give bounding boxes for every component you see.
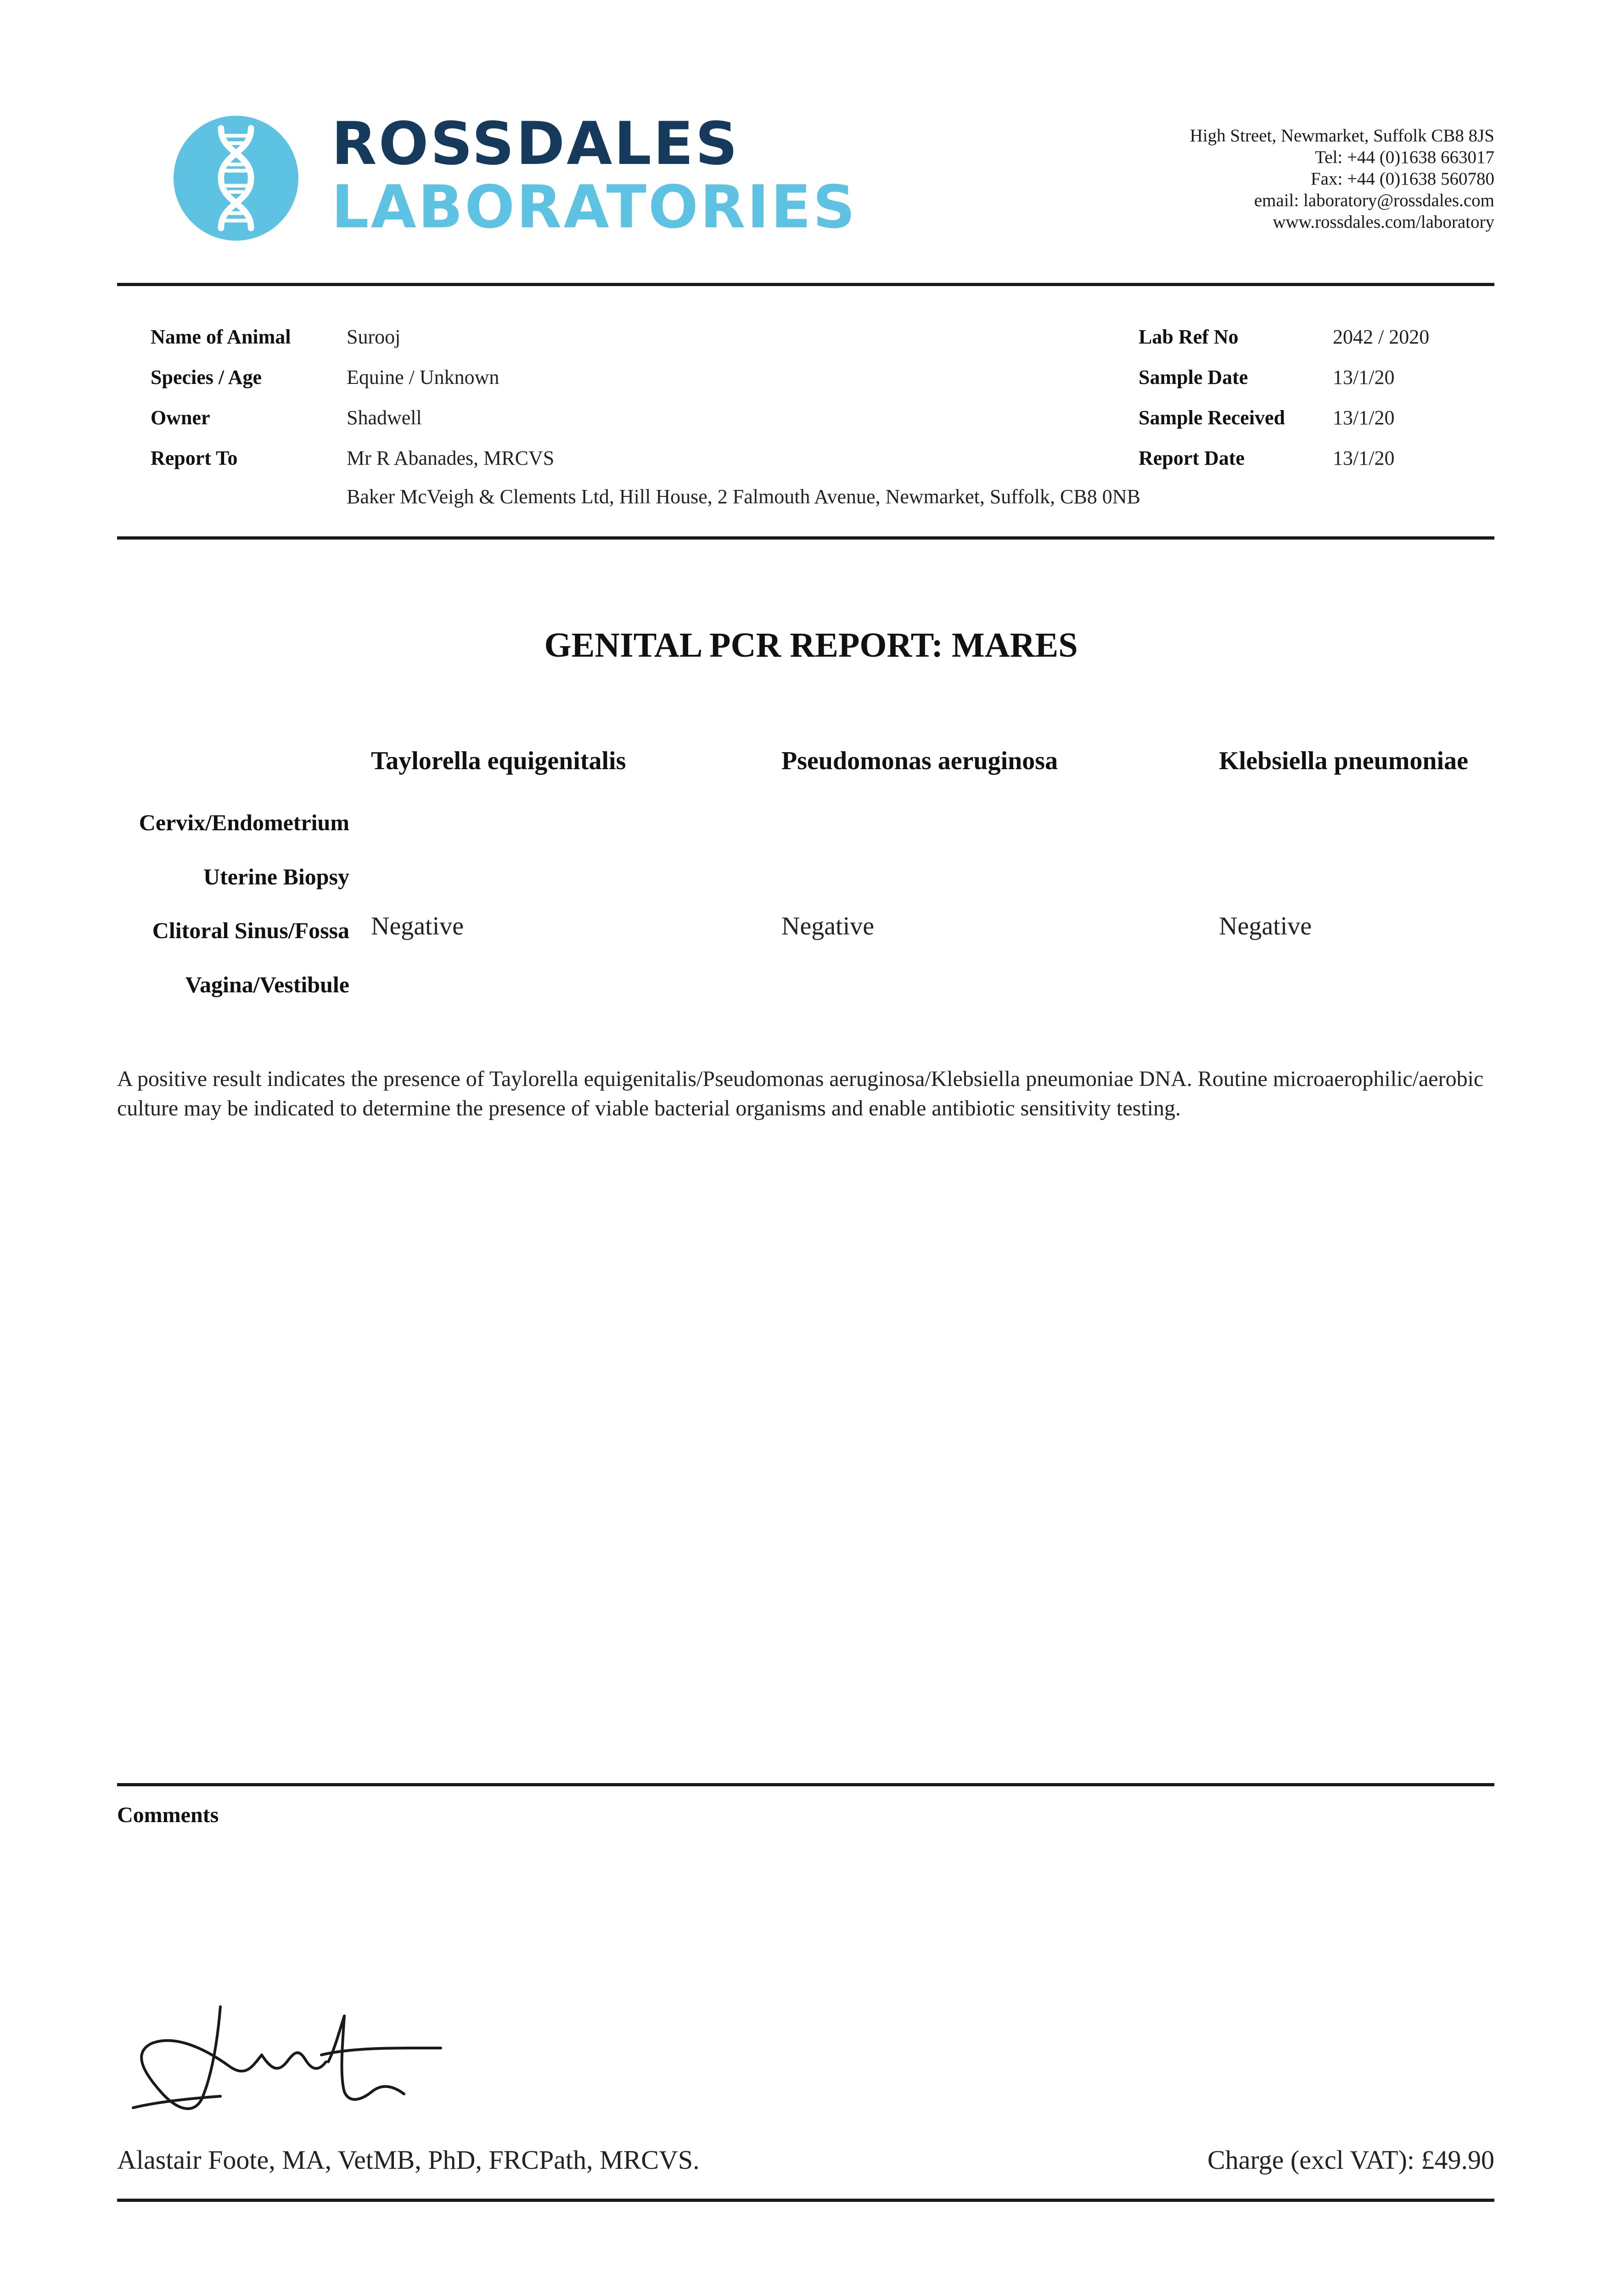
footer-divider — [117, 2199, 1494, 2202]
brand-name: ROSSDALES — [331, 110, 740, 178]
header-divider — [117, 283, 1494, 286]
brand-subname: LABORATORIES — [331, 173, 857, 242]
interpretation-note: A positive result indicates the presence of Taylorella equigenitalis/Pseudomonas aeruginosa/Klebsiella pneumoniae DNA. Routine microaerophilic/aerobic culture may be indicated to determine the presence of viable bacterial organisms and enable antibiotic sensitivity testing. — [117, 1067, 1484, 1120]
sample-received-label: Sample Received — [1139, 406, 1285, 429]
signer-name: Alastair Foote, MA, VetMB, PhD, FRCPath, MRCVS. — [117, 2145, 700, 2175]
column-header-taylorella: Taylorella equigenitalis — [371, 747, 626, 775]
dna-helix-icon — [174, 116, 298, 241]
comments-label: Comments — [117, 1803, 219, 1827]
report-to-value: Mr R Abanades, MRCVS — [347, 447, 555, 469]
column-header-klebsiella: Klebsiella pneumoniae — [1219, 747, 1468, 775]
comments-divider — [117, 1783, 1494, 1786]
species-label: Species / Age — [151, 366, 262, 388]
owner-value: Shadwell — [347, 406, 422, 429]
sample-date-value: 13/1/20 — [1333, 366, 1395, 388]
row-label-clitoral-sinus: Clitoral Sinus/Fossa — [152, 917, 349, 943]
sample-received-value: 13/1/20 — [1333, 406, 1395, 429]
owner-label: Owner — [151, 406, 210, 429]
contact-address: High Street, Newmarket, Suffolk CB8 8JS — [1190, 126, 1494, 146]
row-label-cervix: Cervix/Endometrium — [139, 810, 349, 835]
info-divider — [117, 536, 1494, 540]
report-to-label: Report To — [151, 447, 238, 469]
report-date-label: Report Date — [1139, 447, 1245, 469]
sample-date-label: Sample Date — [1139, 366, 1248, 388]
lab-ref-value: 2042 / 2020 — [1333, 326, 1430, 348]
report-date-value: 13/1/20 — [1333, 447, 1395, 469]
name-label: Name of Animal — [151, 326, 291, 348]
result-taylorella: Negative — [371, 912, 464, 940]
result-pseudomonas: Negative — [781, 912, 875, 940]
species-value: Equine / Unknown — [347, 366, 500, 388]
contact-email[interactable]: email: laboratory@rossdales.com — [1254, 191, 1494, 210]
report-title: GENITAL PCR REPORT: MARES — [544, 626, 1078, 664]
row-label-vagina: Vagina/Vestibule — [185, 972, 349, 997]
contact-website[interactable]: www.rossdales.com/laboratory — [1273, 212, 1494, 232]
report-to-address: Baker McVeigh & Clements Ltd, Hill House, 2 Falmouth Avenue, Newmarket, Suffolk, CB8 0NB — [347, 485, 1140, 508]
result-klebsiella: Negative — [1219, 912, 1312, 940]
column-header-pseudomonas: Pseudomonas aeruginosa — [781, 747, 1058, 775]
contact-fax: Fax: +44 (0)1638 560780 — [1310, 169, 1494, 189]
contact-block — [1190, 125, 1494, 233]
contact-tel: Tel: +44 (0)1638 663017 — [1315, 147, 1494, 167]
signature-image — [124, 1993, 473, 2131]
name-value: Surooj — [347, 326, 401, 348]
row-label-uterine-biopsy: Uterine Biopsy — [203, 864, 349, 889]
charge-amount: Charge (excl VAT): £49.90 — [1207, 2145, 1494, 2175]
lab-ref-label: Lab Ref No — [1139, 326, 1239, 348]
